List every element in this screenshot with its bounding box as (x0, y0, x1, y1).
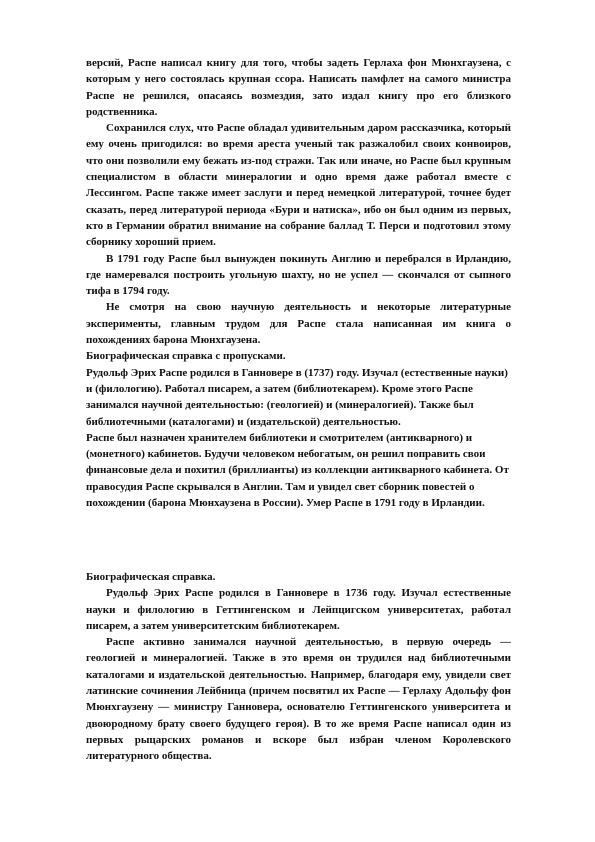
heading-biography-with-gaps: Биографическая справка с пропусками. (86, 350, 286, 363)
heading-biography: Биографическая справка. (86, 571, 216, 583)
paragraph-gaps-birth-study: Рудольф Эрих Распе родился в Ганновере в (1737) году. Изучал (естественные науки) и (филологию). Работал писарем, а затем (библиотекарем). Кроме этого Распе занимался научной деятельностью: (геологией) и (минералогией). Также был библиотечными (каталогами) и (издательской) деятельностью. (86, 366, 508, 428)
paragraph-scientific-activity: Распе активно занимался научной деятельностью, в первую очередь — геологией и минералогией. Также в это время он трудился над библиотечными каталогами и издательской деятельностью. Например, благодаря ему, увидели свет латинские сочинения Лейбница (причем посвятил их Распе — Герлаху Адольфу фон Мюнхгаузену — министру Ганновера, основателю Геттингенского университета и двоюродному брату своего будущего героя). В то же время Распе написал один из первых рыцарских романов и вскоре был избран членом Королевского литературного общества. (86, 636, 511, 763)
paragraph-munchausen-pamphlet: версий, Распе написал книгу для того, чтобы задеть Герлаха фон Мюнхгаузена, с которым у него состоялась крупная ссора. Написать памфлет на самого министра Распе не решился, опасаясь возмездия, зато издал книгу про его близкого родственника. (86, 57, 511, 118)
paragraph-main-work: Не смотря на свою научную деятельность и некоторые литературные эксперименты, главным трудом для Распе стала написанная им книга о похождениях барона Мюнхгаузена. (86, 301, 511, 347)
paragraph-storyteller-rumor: Сохранился слух, что Распе обладал удивительным даром рассказчика, который ему очень пригодился: во время ареста ученый так разжалобил своих конвоиров, что они позволили ему бежать из-под стражи. Так или иначе, но Распе был крупным специалистом в области минералогии и одно время даже работал вместе с Лессингом. Распе также имеет заслуги и перед немецкой литературой, точнее будет сказать, перед литературой периода «Бури и натиска», ибо он был одним из первых, кто в Германии обратил внимание на собрание баллад Т. Перси и подготовил этому сборнику хороший прием. (86, 122, 511, 249)
paragraph-gaps-cabinet-theft: Распе был назначен хранителем библиотеки и смотрителем (антикварного) и (монетного) кабинетов. Будучи человеком небогатым, он решил поправить свои финансовые дела и похитил (бриллианты) из коллекции антикварного кабинета. От правосудия Распе скрывался в Англии. Там и увидел свет сборник повестей о похождении (барона Мюнхаузена в России). Умер Распе в 1791 году в Ирландии. (86, 431, 509, 510)
upper-text-section (86, 55, 511, 511)
lower-text-section (86, 569, 511, 765)
paragraph-ireland-1791: В 1791 году Распе был вынужден покинуть Англию и перебрался в Ирландию, где намеревался построить угольную шахту, но не успел — скончался от сыпного тифа в 1794 году. (86, 252, 511, 298)
paragraph-birth-education: Рудольф Эрих Распе родился в Ганновере в 1736 году. Изучал естественные науки и филологию в Геттингенском и Лейпцигском университетах, работал писарем, а затем университетским библиотекарем. (86, 587, 511, 632)
